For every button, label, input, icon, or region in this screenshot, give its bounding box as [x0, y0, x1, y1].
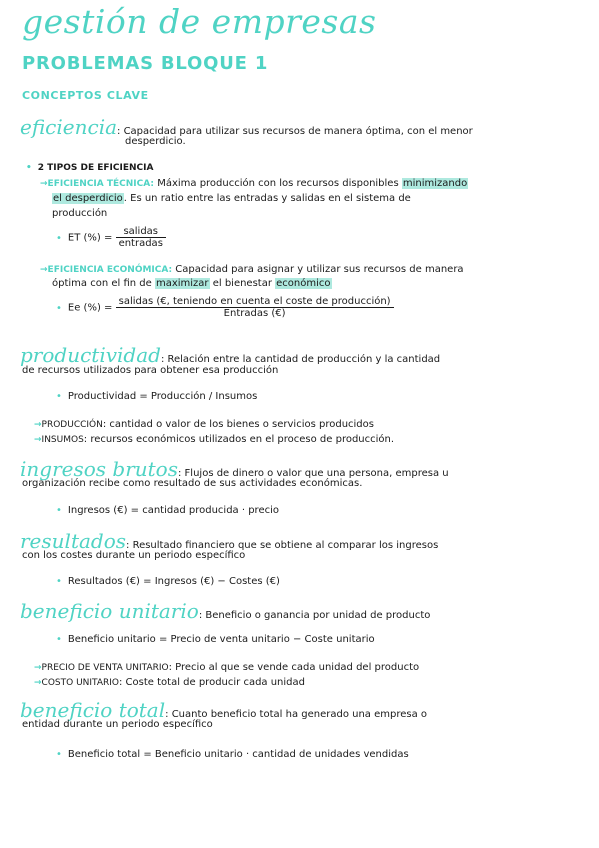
- bullet-icon: •: [56, 749, 62, 760]
- eficiencia-economica-line2: óptima con el fin de maximizar el bienestar económico: [52, 278, 331, 289]
- insumos-label: INSUMOS: [41, 435, 84, 445]
- pvu-label: PRECIO DE VENTA UNITARIO: [41, 663, 169, 673]
- highlight-minimizando: minimizando: [402, 178, 468, 189]
- eficiencia-def-line2: desperdicio.: [125, 136, 186, 147]
- arrow-icon: →: [34, 663, 42, 673]
- term-ingresos-brutos: ingresos brutos: [20, 457, 178, 481]
- ingresos-def-line2: organización recibe como resultado de sus actividades económicas.: [22, 478, 363, 489]
- section-heading: CONCEPTOS CLAVE: [22, 89, 149, 102]
- productividad-definition: productividad: Relación entre la cantidad de producción y la cantidad: [20, 343, 441, 367]
- page-subtitle: PROBLEMAS BLOQUE 1: [22, 53, 269, 74]
- eficiencia-economica: →EFICIENCIA ECONÓMICA: Capacidad para asignar y utilizar sus recursos de manera: [40, 264, 464, 275]
- term-productividad: productividad: [20, 343, 161, 367]
- arrow-icon: →: [34, 435, 42, 445]
- ingresos-definition: ingresos brutos: Flujos de dinero o valor que una persona, empresa u: [20, 457, 449, 481]
- eficiencia-tecnica-line2: el desperdicio. Es un ratio entre las entradas y salidas en el sistema de: [53, 193, 411, 204]
- arrow-icon: →: [34, 420, 42, 430]
- et-formula: • ET (%) = $\frac{\text{salidas}}{\text{entradas}}$: [56, 226, 166, 249]
- cu-label: COSTO UNITARIO: [41, 678, 119, 688]
- highlight-desperdicio: el desperdicio: [53, 193, 123, 204]
- eficiencia-tecnica-label: EFICIENCIA TÉCNICA:: [47, 179, 154, 189]
- beneficio-unitario-formula: • Beneficio unitario = Precio de venta unitario − Coste unitario: [56, 634, 375, 645]
- et-fraction: $\frac{\text{salidas}}{\text{entradas}}$: [116, 226, 166, 249]
- resultados-formula: • Resultados (€) = Ingresos (€) − Costes (€): [56, 576, 280, 587]
- ee-formula: • Ee (%) = $\frac{\text{salidas (€, teniendo en cuenta el coste de producción)}}{\text{Entradas (€)}}$: [56, 296, 394, 319]
- eficiencia-definition: [20, 115, 473, 139]
- term-eficiencia: eficiencia: [20, 115, 118, 139]
- term-beneficio-total: beneficio total: [20, 698, 166, 722]
- resultados-definition: resultados: Resultado financiero que se obtiene al comparar los ingresos: [20, 529, 439, 553]
- eficiencia-def-line1: : Capacidad para utilizar sus recursos de manera óptima, con el menor: [117, 126, 473, 137]
- term-resultados: resultados: [20, 529, 127, 553]
- beneficio-total-def-line2: entidad durante un periodo específico: [22, 719, 213, 730]
- bullet-icon: •: [56, 505, 62, 516]
- bullet-icon: •: [56, 634, 62, 645]
- bullet-icon: •: [56, 232, 62, 244]
- bullet-icon: •: [56, 576, 62, 587]
- resultados-def-line2: con los costes durante un periodo específico: [22, 550, 246, 561]
- highlight-maximizar: maximizar: [155, 278, 209, 289]
- beneficio-unitario-definition: beneficio unitario: Beneficio o ganancia por unidad de producto: [20, 599, 431, 623]
- bullet-icon: •: [26, 163, 32, 173]
- eficiencia-tecnica: →EFICIENCIA TÉCNICA: Máxima producción con los recursos disponibles minimizando: [40, 178, 468, 189]
- productividad-formula: • Productividad = Producción / Insumos: [56, 391, 258, 402]
- produccion-label: PRODUCCIÓN: [41, 420, 103, 430]
- insumos-definition: →INSUMOS: recursos económicos utilizados en el proceso de producción.: [34, 434, 395, 445]
- beneficio-total-formula: • Beneficio total = Beneficio unitario · cantidad de unidades vendidas: [56, 749, 409, 760]
- bullet-icon: •: [56, 302, 62, 314]
- cu-definition: →COSTO UNITARIO: Coste total de producir cada unidad: [34, 677, 306, 688]
- arrow-icon: →: [34, 678, 42, 688]
- arrow-icon: →: [40, 179, 48, 189]
- page-title: gestión de empresas: [22, 2, 377, 41]
- eficiencia-types-heading: • 2 TIPOS DE EFICIENCIA: [26, 163, 154, 173]
- pvu-definition: →PRECIO DE VENTA UNITARIO: Precio al que se vende cada unidad del producto: [34, 662, 420, 673]
- bullet-icon: •: [56, 391, 62, 402]
- productividad-def-line2: de recursos utilizados para obtener esa producción: [22, 365, 279, 376]
- ingresos-formula: • Ingresos (€) = cantidad producida · precio: [56, 505, 279, 516]
- eficiencia-economica-label: EFICIENCIA ECONÓMICA:: [47, 265, 173, 275]
- arrow-icon: →: [40, 265, 48, 275]
- beneficio-total-definition: beneficio total: Cuanto beneficio total ha generado una empresa o: [20, 698, 428, 722]
- term-beneficio-unitario: beneficio unitario: [20, 599, 199, 623]
- eficiencia-tecnica-line3: producción: [52, 208, 108, 219]
- highlight-economico: económico: [276, 278, 331, 289]
- produccion-definition: →PRODUCCIÓN: cantidad o valor de los bienes o servicios producidos: [34, 419, 374, 430]
- ee-fraction: $\frac{\text{salidas (€, teniendo en cuenta el coste de producción)}}{\text{Entradas (€)}}$: [116, 296, 394, 319]
